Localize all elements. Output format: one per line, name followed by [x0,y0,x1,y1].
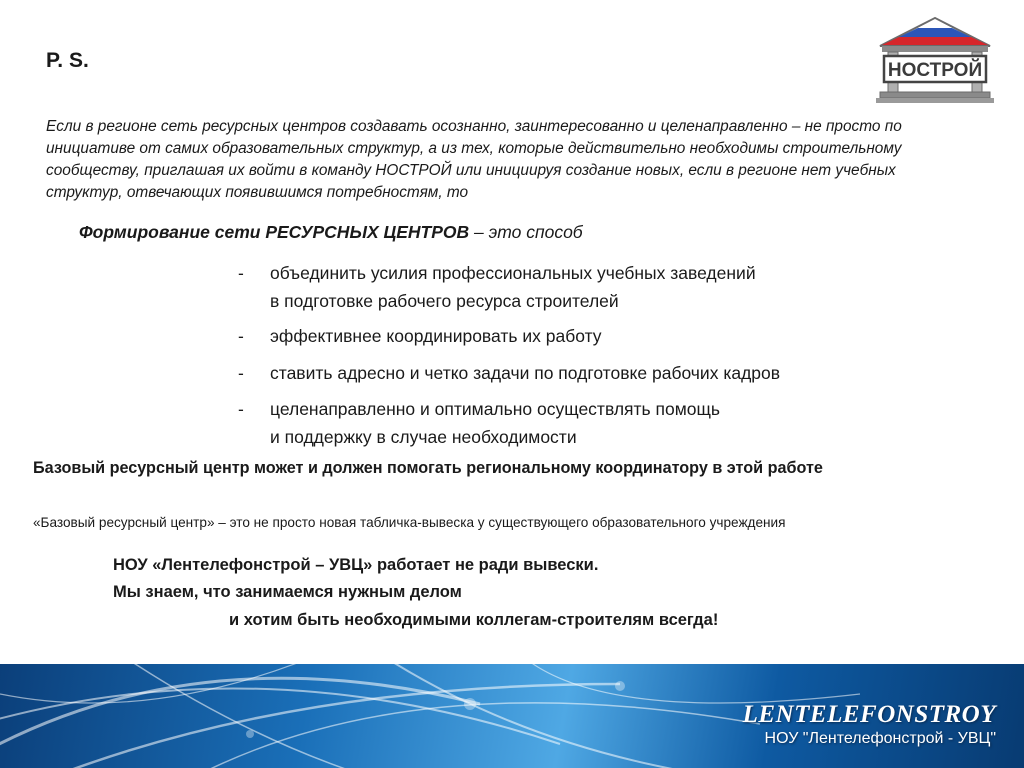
bullet-dash: - [238,326,244,346]
bullet-dash: - [238,399,244,419]
bullet-dash: - [238,363,244,383]
nostroy-logo [876,16,994,104]
forming-rest: – это способ [469,222,583,242]
bullet-dash: - [238,263,244,283]
intro-paragraph: Если в регионе сеть ресурсных центров создавать осознанно, заинтересованно и целенаправленно – не просто по инициативе от самих образовательных структур, а из тех, которые действительно необходимы строительному сообществу, приглашая их войти в команду НОСТРОЙ или инициируя создание новых, если в регионе нет учебных структур, отвечающих появившимся потребностям, то [46,118,902,201]
brand-name: LENTELEFONSTROY [742,701,996,728]
brand-subtitle: НОУ "Лентелефонстрой - УВЦ" [764,730,996,747]
ps-heading: P. S. [46,49,89,72]
closing-line-2: Мы знаем, что занимаемся нужным делом [113,583,462,601]
bullet-text: ставить адресно и четко задачи по подготовке рабочих кадров [270,363,781,383]
forming-bold: Формирование сети РЕСУРСНЫХ ЦЕНТРОВ [79,222,470,242]
sign-statement: «Базовый ресурсный центр» – это не просто новая табличка-вывеска у существующего образовательного учреждения [33,515,786,530]
bullet-text: целенаправленно и оптимально осуществлять помощь и поддержку в случае необходимости [270,399,721,447]
footer-banner [0,664,1024,768]
closing-line-3: и хотим быть необходимыми коллегам-строителям всегда! [229,611,719,629]
base-statement: Базовый ресурсный центр может и должен помогать региональному координатору в этой работе [33,459,823,477]
closing-line-1: НОУ «Лентелефонстрой – УВЦ» работает не ради вывески. [113,556,599,574]
bullet-text: эффективнее координировать их работу [270,326,602,346]
forming-line [79,222,583,243]
bullet-text: объединить усилия профессиональных учебных заведений в подготовке рабочего ресурса строителей [270,263,756,311]
logo-text: НОСТРОЙ [887,60,983,81]
